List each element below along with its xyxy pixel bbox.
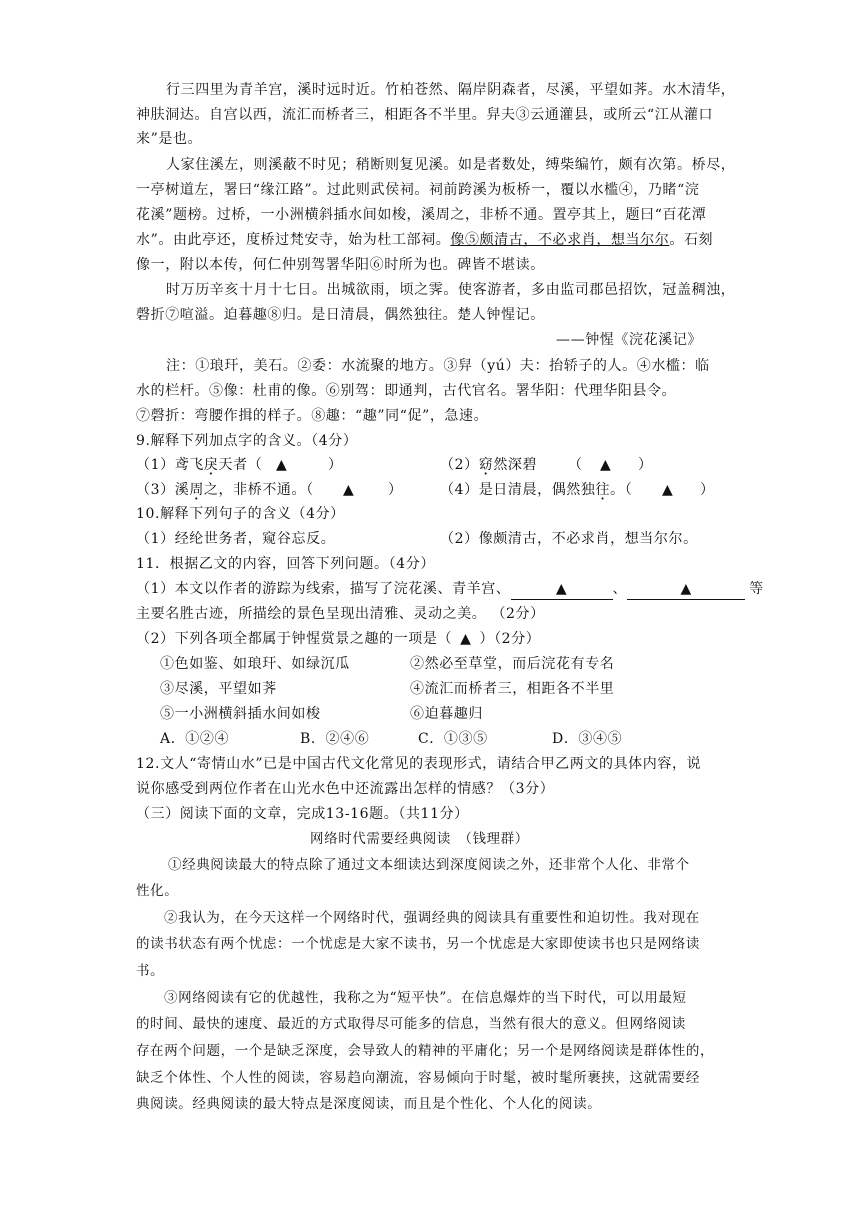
- article-line: 缺乏个体性、个人性的阅读，容易趋向潮流，容易倾向于时髦，被时髦所裹挟，这就需要经: [136, 1070, 700, 1086]
- passage-line: 像一，附以本传，何仁仲别驾署华阳⑥时所为也。碑皆不堪读。: [136, 257, 545, 273]
- section-heading: （三）阅读下面的文章，完成13-16题。（共11分）: [136, 806, 469, 822]
- footnote-line: ⑦磬折：弯腰作揖的样子。⑧趣：“趣”同“促”，急速。: [136, 408, 489, 424]
- close-paren: ）: [388, 482, 403, 498]
- question-10-sentence-1: （1）经纶世务者，窥谷忘反。: [136, 531, 336, 547]
- item-text: （1）本文以作者的游踪为线索，描写了浣花溪、青羊宫、: [136, 581, 511, 597]
- item-text: 然深碧: [493, 457, 538, 473]
- question-9-item-4: [440, 480, 632, 500]
- choice-c[interactable]: C．①③⑤: [418, 731, 488, 747]
- passage-line: 时万历辛亥十月十七日。出城欲雨，顷之霁。使客游者，多由监司郡邑招饮，冠盖稠浊，: [166, 282, 736, 298]
- question-9-item-3: [136, 480, 314, 500]
- passage-text: 。石刻: [669, 232, 714, 248]
- question-12-line: 12.文人“寄情山水”已是中国古代文化常见的表现形式，请结合甲乙两文的具体内容，说: [136, 756, 702, 772]
- footnote-line: 注：①琅玕，美石。②委：水流聚的地方。③舁（yú）夫：抬轿子的人。④水槛：临: [166, 358, 710, 374]
- option-5: ⑤一小洲横斜插水间如梭: [160, 706, 321, 722]
- choice-d[interactable]: D．③④⑤: [552, 731, 623, 747]
- answer-blank[interactable]: ▲: [627, 579, 745, 600]
- answer-mark[interactable]: ▲: [662, 482, 674, 498]
- answer-mark[interactable]: ▲: [276, 457, 288, 473]
- article-line: 书。: [136, 963, 165, 979]
- article-line: ①经典阅读最大的特点除了通过文本细读达到深度阅读之外，还非常个人化、非常个: [168, 857, 690, 873]
- underlined-sentence: 像⑤颇清古，不必求肖，想当尔尔: [450, 232, 670, 248]
- option-6: ⑥迫暮趣归: [410, 706, 483, 722]
- dotted-char: 往: [595, 482, 611, 498]
- option-1: ①色如鉴、如琅玕、如绿沉瓜: [160, 656, 350, 672]
- article-line: 典阅读。经典阅读的最大特点是深度阅读，而且是个性化、个人化的阅读。: [136, 1096, 602, 1112]
- close-paren: ）: [328, 457, 343, 473]
- article-line: 性化。: [136, 883, 179, 899]
- answer-mark[interactable]: ▲: [600, 457, 612, 473]
- passage-line: 人家住溪左，则溪蔽不时见；稍断则复见溪。如是者数处，缚柴编竹，颇有次第。桥尽，: [166, 157, 736, 173]
- article-line: 的读书状态有两个忧虑：一个忧虑是大家不读书，另一个忧虑是大家即使读书也只是网络读: [136, 936, 700, 952]
- question-9-item-1: [136, 455, 262, 475]
- choice-a[interactable]: A．①②④: [160, 731, 230, 747]
- question-11-part-2: [136, 629, 540, 649]
- footnote-line: 水的栏杆。⑤像：杜甫的像。⑥别驾：即通判，古代官名。署华阳：代理华阳县令。: [136, 383, 677, 399]
- question-12-line: 说你感受到两位作者在山光水色中还流露出怎样的情感？（3分）: [136, 781, 555, 797]
- open-paren: （: [568, 457, 583, 473]
- question-9-stem: 9.解释下列加点字的含义。（4分）: [136, 433, 358, 449]
- dotted-char: 窈: [478, 457, 494, 473]
- question-11-part-1: [136, 579, 764, 600]
- passage-line: 神肤洞达。自宫以西，流汇而桥者三，相距各不半里。舁夫③云通灌县，或所云“江从灌口: [136, 107, 714, 123]
- item-text: ）（2分）: [479, 631, 541, 647]
- passage-line: 磬折⑦喧溢。迫暮趣⑧归。是日清晨，偶然独往。楚人钟惺记。: [136, 307, 545, 323]
- dotted-char: 周: [189, 482, 204, 498]
- passage-line: 来”是也。: [136, 131, 203, 147]
- item-text: （2）下列各项全都属于钟惺赏景之趣的一项是（: [136, 631, 453, 647]
- passage-line: 花溪”题榜。过桥，一小洲横斜插水间如梭，溪周之，非桥不通。置亭其上，题曰“百花潭: [136, 207, 707, 223]
- item-text: （3）溪: [136, 482, 190, 498]
- answer-mark[interactable]: ▲: [343, 482, 355, 498]
- question-11-part-1-cont: 主要名胜古迹，所描绘的景色呈现出清雅、灵动之美。 （2分）: [136, 606, 545, 622]
- item-text: （4）是日清晨，偶然独: [440, 482, 596, 498]
- option-4: ④流汇而桥者三，相距各不半里: [410, 681, 615, 697]
- answer-blank[interactable]: ▲: [511, 579, 613, 600]
- choice-b[interactable]: B．②④⑥: [300, 731, 370, 747]
- item-text: 等: [749, 581, 764, 597]
- close-paren: ）: [638, 457, 653, 473]
- passage-line: 一亭树道左，署曰“缘江路”。过此则武侯祠。祠前跨溪为板桥一，覆以水槛④，乃睹“浣: [136, 182, 700, 198]
- item-text: 。（: [610, 482, 633, 498]
- question-10-stem: 10.解释下列句子的含义（4分）: [136, 506, 345, 522]
- item-text: 天者（: [218, 457, 263, 473]
- article-line: 的时间、最快的速度、最近的方式取得尽可能多的信息，当然有很大的意义。但网络阅读: [136, 1016, 686, 1032]
- option-2: ②然必至草堂，而后浣花有专名: [410, 656, 615, 672]
- article-line: ②我认为，在今天这样一个网络时代，强调经典的阅读具有重要性和迫切性。我对现在: [164, 910, 700, 926]
- item-text: （1）鸢飞: [136, 457, 204, 473]
- article-line: 存在两个问题，一个是缺乏深度，会导致人的精神的平庸化；另一个是网络阅读是群体性的，: [136, 1043, 715, 1059]
- passage-text: 水”。由此亭还，度桥过梵安寺，始为杜工部祠。: [136, 232, 451, 248]
- answer-mark[interactable]: ▲: [460, 631, 472, 647]
- passage-line: [136, 230, 713, 250]
- question-9-item-2: [440, 455, 537, 475]
- close-paren: ）: [700, 482, 715, 498]
- question-10-sentence-2: （2）像颇清古，不必求肖，想当尔尔。: [440, 531, 698, 547]
- item-text: 、: [612, 581, 628, 597]
- passage-source: ——钟惺《浣花溪记》: [556, 332, 702, 348]
- article-line: ③网络阅读有它的优越性，我称之为“短平快”。在信息爆炸的当下时代，可以用最短: [164, 990, 687, 1006]
- passage-line: 行三四里为青羊宫，溪时远时近。竹柏苍然、隔岸阴森者，尽溪，平望如荠。水木清华，: [166, 82, 736, 98]
- article-title: 网络时代需要经典阅读 （钱理群）: [310, 831, 529, 847]
- question-11-stem: 11．根据乙文的内容，回答下列问题。（4分）: [136, 556, 435, 572]
- item-text: 之，非桥不通。（: [203, 482, 314, 498]
- item-text: （2）: [440, 457, 479, 473]
- option-3: ③尽溪，平望如荠: [160, 681, 277, 697]
- dotted-char: 戾: [203, 457, 219, 473]
